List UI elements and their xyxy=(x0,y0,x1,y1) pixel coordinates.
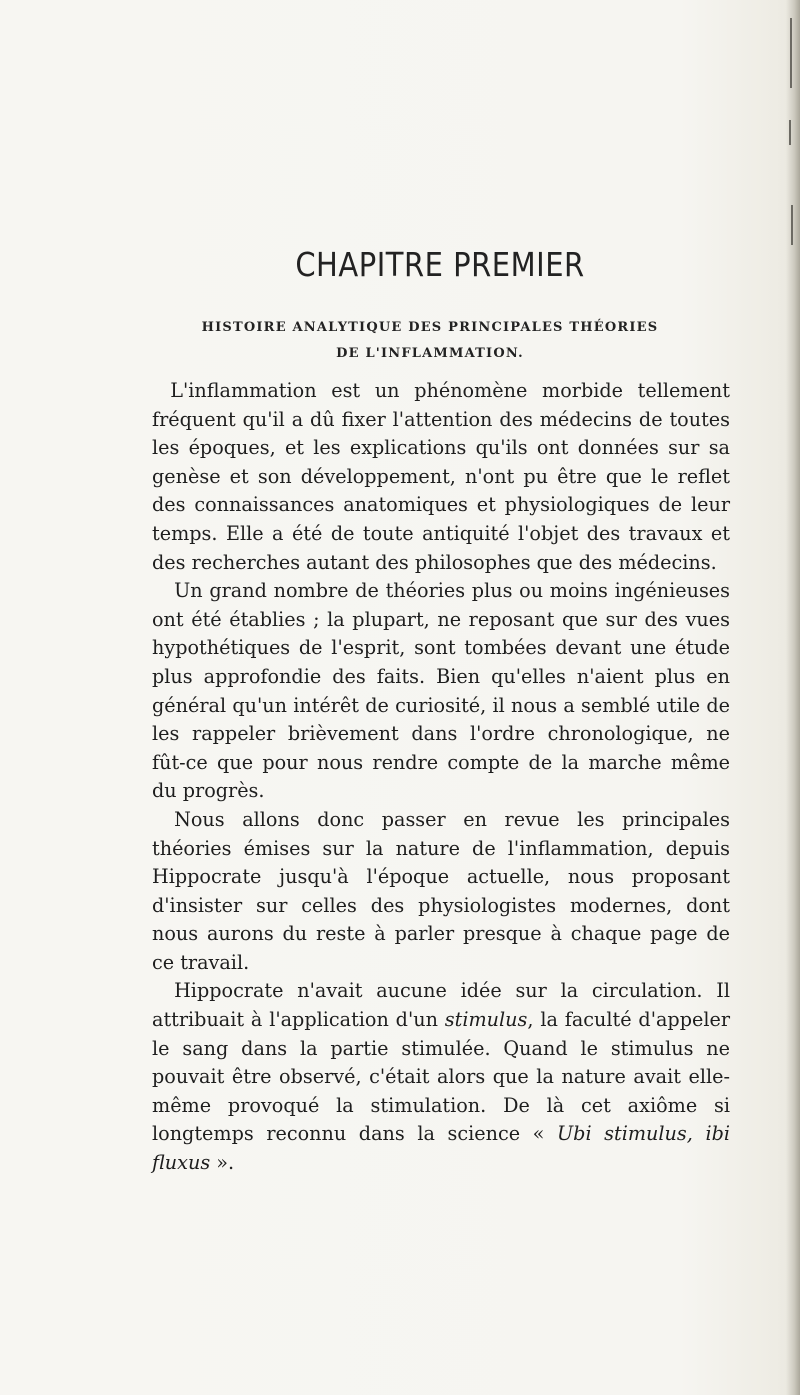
page-edge-mark xyxy=(789,120,791,145)
paragraph-4-text-1: Hippocrate n'avait aucune idée sur la circulation. Il attribuait à l'application d'un xyxy=(152,979,730,1032)
italic-term-stimulus: stimulus xyxy=(444,1008,528,1032)
subtitle-line-1: HISTOIRE ANALYTIQUE DES PRINCIPALES THÉORIES xyxy=(201,320,659,335)
paragraph-1: L'inflammation est un phénomène morbide tellement fréquent qu'il a dû fixer l'attention des médecins de toutes les époques, et les explications qu'ils ont données sur sa genèse et son développement, n'ont pu être que le reflet des connaissances anatomiques et physiologiques de leur temps. Elle a été de toute antiquité l'objet des travaux et des recherches autant des philosophes que des médecins. xyxy=(152,379,730,574)
paragraph-2: Un grand nombre de théories plus ou moins ingénieuses ont été établies ; la plupart, ne reposant que sur des vues hypothétiques de l'esprit, sont tombées devant une étude plus approfondie des faits. Bien qu'elles n'aient plus en général qu'un intérêt de curiosité, il nous a semblé utile de les rappeler brièvement dans l'ordre chronologique, ne fût-ce que pour nous rendre compte de la marche même du progrès. xyxy=(152,579,730,803)
paragraph-4-text-2: , la faculté d'appeler le sang dans la partie stimulée. Quand le stimulus ne pouvait être observé, c'était alors que la nature avait elle-même provoqué la stimulation. De là cet axiôme si longtemps reconnu dans la science « xyxy=(152,1008,731,1146)
chapter-body xyxy=(152,377,730,1178)
paragraph-3: Nous allons donc passer en revue les principales théories émises sur la nature de l'inflammation, depuis Hippocrate jusqu'à l'époque actuelle, nous proposant d'insister sur celles des physiologistes modernes, dont nous aurons du reste à parler presque à chaque page de ce travail. xyxy=(152,807,730,974)
page-edge-mark xyxy=(790,18,792,88)
chapter-title: CHAPITRE PREMIER xyxy=(295,245,585,285)
paragraph-4 xyxy=(152,977,730,1177)
subtitle-line-2: DE L'INFLAMMATION. xyxy=(336,346,524,361)
page-right-edge-shadow xyxy=(786,0,800,1395)
italic-latin-axiom: Ubi stimulus, ibi fluxus xyxy=(152,1122,731,1175)
chapter-subtitle xyxy=(175,315,685,367)
page-edge-mark xyxy=(791,205,793,245)
paragraph-4-text-3: ». xyxy=(210,1151,235,1175)
